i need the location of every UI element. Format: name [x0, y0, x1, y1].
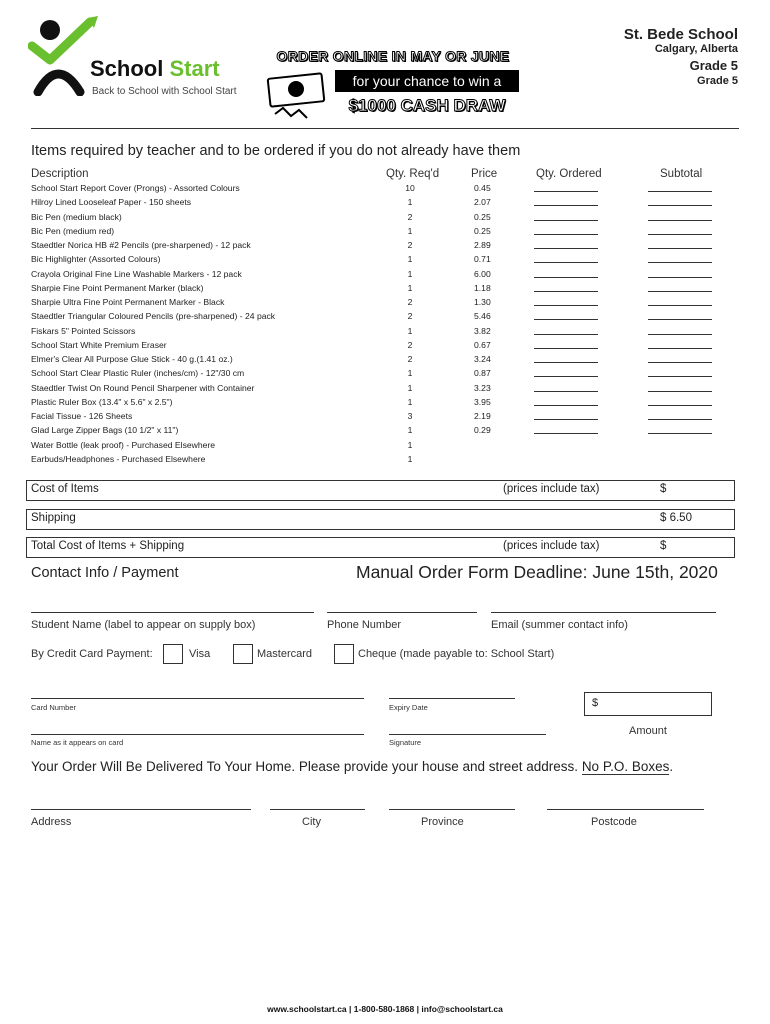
table-row: [0, 197, 770, 211]
footer-contact: www.schoolstart.ca | 1-800-580-1868 | info@schoolstart.ca: [267, 1004, 503, 1014]
visa-checkbox[interactable]: [163, 644, 183, 664]
shipping-value: $ 6.50: [660, 512, 692, 524]
subtotal-field[interactable]: [648, 291, 712, 292]
item-description: School Start White Premium Eraser: [31, 339, 167, 350]
header-subtotal: Subtotal: [660, 168, 703, 180]
item-price: 3.23: [474, 382, 491, 393]
subtotal-field[interactable]: [648, 191, 712, 192]
item-qty-required: 1: [407, 325, 413, 336]
signature-label: Signature: [389, 738, 422, 747]
item-description: Hilroy Lined Looseleaf Paper - 150 sheets: [31, 197, 192, 208]
table-row: [0, 354, 770, 368]
qty-ordered-field[interactable]: [534, 433, 598, 434]
item-price: 0.87: [474, 368, 491, 379]
qty-ordered-field[interactable]: [534, 419, 598, 420]
item-description: Staedtler Twist On Round Pencil Sharpener with Container: [31, 382, 255, 393]
item-qty-required: 1: [407, 282, 413, 293]
total-note: (prices include tax): [503, 540, 600, 552]
item-price: 2.07: [474, 197, 491, 208]
qty-ordered-field[interactable]: [534, 362, 598, 363]
student-name-label: Student Name (label to appear on supply box): [31, 619, 256, 631]
item-description: Crayola Original Fine Line Washable Markers - 12 pack: [31, 268, 242, 279]
item-description: Sharpie Fine Point Permanent Marker (black): [31, 282, 204, 293]
name-on-card-field[interactable]: [31, 734, 364, 735]
visa-label: Visa: [189, 648, 211, 660]
item-qty-required: 1: [407, 382, 413, 393]
item-qty-required: 1: [407, 197, 413, 208]
item-description: Sharpie Ultra Fine Point Permanent Marker - Black: [31, 297, 225, 307]
subtotal-field[interactable]: [648, 277, 712, 278]
subtotal-field[interactable]: [648, 220, 712, 221]
item-price: 1.30: [474, 297, 491, 307]
item-description: School Start Clear Plastic Ruler (inches/cm) - 12"/30 cm: [31, 368, 245, 379]
brand-tagline: Back to School with School Start: [92, 86, 237, 97]
phone-field[interactable]: [327, 612, 477, 613]
item-description: Staedtler Triangular Coloured Pencils (pre-sharpened) - 24 pack: [31, 311, 276, 322]
items-section-title: Items required by teacher and to be ordered if you do not already have them: [31, 143, 521, 159]
logo-figure-icon: [28, 16, 98, 96]
address-label: Address: [31, 816, 72, 828]
item-qty-required: 2: [407, 211, 413, 222]
item-qty-required: 1: [407, 368, 413, 379]
header-qty-ordered: Qty. Ordered: [536, 168, 602, 180]
item-description: Bic Pen (medium black): [31, 211, 122, 222]
item-price: 0.25: [474, 225, 491, 236]
table-row: [0, 454, 770, 468]
student-name-field[interactable]: [31, 612, 314, 613]
phone-label: Phone Number: [327, 619, 401, 631]
subtotal-field[interactable]: [648, 305, 712, 306]
item-qty-required: 2: [407, 297, 413, 307]
item-qty-required: 10: [405, 183, 415, 193]
contact-heading: Contact Info / Payment: [31, 565, 179, 581]
delivery-notice: [31, 759, 673, 774]
subtotal-field[interactable]: [648, 262, 712, 263]
delivery-notice-end: .: [669, 759, 674, 774]
item-price: 0.25: [474, 211, 491, 222]
qty-ordered-field[interactable]: [534, 191, 598, 192]
cost-of-items-label: Cost of Items: [31, 483, 99, 495]
subtotal-field[interactable]: [648, 348, 712, 349]
item-price: 3.24: [474, 354, 491, 364]
card-number-field[interactable]: [31, 698, 364, 699]
brand-name-part2: Start: [169, 56, 220, 81]
item-qty-required: 2: [407, 354, 413, 364]
credit-card-label: By Credit Card Payment:: [31, 648, 153, 660]
item-price: 3.82: [474, 325, 491, 336]
shipping-row: [26, 509, 735, 530]
qty-ordered-field[interactable]: [534, 376, 598, 377]
item-description: Water Bottle (leak proof) - Purchased Elsewhere: [31, 439, 216, 450]
qty-ordered-field[interactable]: [534, 291, 598, 292]
item-description: Staedtler Norica HB #2 Pencils (pre-sharpened) - 12 pack: [31, 240, 251, 250]
table-row: [0, 440, 770, 454]
mastercard-checkbox[interactable]: [233, 644, 253, 664]
item-description: Glad Large Zipper Bags (10 1/2" x 11"): [31, 425, 179, 436]
qty-ordered-field[interactable]: [534, 234, 598, 235]
qty-ordered-field[interactable]: [534, 305, 598, 306]
item-qty-required: 1: [407, 268, 413, 279]
item-qty-required: 2: [407, 311, 413, 322]
qty-ordered-field[interactable]: [534, 248, 598, 249]
item-description: Fiskars 5" Pointed Scissors: [31, 325, 136, 336]
item-description: School Start Report Cover (Prongs) - Assorted Colours: [31, 183, 240, 193]
postcode-field[interactable]: [547, 809, 704, 810]
subtotal-field[interactable]: [648, 334, 712, 335]
mastercard-label: Mastercard: [257, 648, 313, 660]
item-qty-required: 2: [407, 339, 413, 350]
item-description: Bic Pen (medium red): [31, 225, 115, 236]
item-qty-required: 1: [407, 425, 413, 436]
expiry-date-label: Expiry Date: [389, 703, 428, 712]
table-row: [0, 283, 770, 297]
qty-ordered-field[interactable]: [534, 262, 598, 263]
table-row: [0, 269, 770, 283]
item-price: 1.18: [474, 282, 491, 293]
delivery-notice-text: Your Order Will Be Delivered To Your Home. Please provide your house and street address.: [31, 759, 582, 774]
promo-banner: [265, 46, 520, 124]
item-price: 2.89: [474, 240, 491, 250]
qty-ordered-field[interactable]: [534, 277, 598, 278]
school-name: St. Bede School: [623, 26, 738, 43]
cash-icon: [265, 70, 331, 122]
amount-dollar-sign: $: [592, 697, 599, 709]
city-field[interactable]: [270, 809, 365, 810]
total-cost-value[interactable]: $: [660, 540, 667, 552]
item-description: Facial Tissue - 126 Sheets: [31, 411, 133, 421]
table-row: [0, 383, 770, 397]
item-qty-required: 3: [407, 411, 413, 421]
item-qty-required: 1: [407, 225, 413, 236]
table-row: [0, 226, 770, 240]
grade-secondary: Grade 5: [697, 75, 738, 87]
cheque-label: Cheque (made payable to: School Start): [358, 648, 555, 660]
item-description: Plastic Ruler Box (13.4" x 5.6" x 2.5"): [31, 396, 173, 407]
table-row: [0, 368, 770, 382]
table-row: [0, 340, 770, 354]
total-cost-row: [26, 537, 735, 558]
subtotal-field[interactable]: [648, 205, 712, 206]
table-row: [0, 212, 770, 226]
signature-field[interactable]: [389, 734, 546, 735]
qty-ordered-field[interactable]: [534, 348, 598, 349]
postcode-label: Postcode: [591, 816, 637, 828]
subtotal-field[interactable]: [648, 405, 712, 406]
email-field[interactable]: [491, 612, 716, 613]
item-price: 6.00: [474, 268, 491, 279]
subtotal-field[interactable]: [648, 433, 712, 434]
header-divider: [31, 128, 739, 129]
header-price: Price: [471, 168, 498, 180]
header-qty-required: Qty. Req'd: [386, 168, 440, 180]
qty-ordered-field[interactable]: [534, 405, 598, 406]
table-row: [0, 311, 770, 325]
subtotal-field[interactable]: [648, 319, 712, 320]
address-field[interactable]: [31, 809, 251, 810]
promo-line-2: for your chance to win a: [335, 70, 519, 92]
email-label: Email (summer contact info): [491, 619, 628, 631]
header-description: Description: [31, 168, 89, 180]
no-po-boxes-emphasis: No P.O. Boxes: [581, 759, 670, 774]
subtotal-field[interactable]: [648, 376, 712, 377]
expiry-date-field[interactable]: [389, 698, 515, 699]
name-on-card-label: Name as it appears on card: [31, 738, 124, 747]
qty-ordered-field[interactable]: [534, 220, 598, 221]
table-row: [0, 411, 770, 425]
cheque-checkbox[interactable]: [334, 644, 354, 664]
cost-note: (prices include tax): [503, 483, 600, 495]
table-row: [0, 326, 770, 340]
qty-ordered-field[interactable]: [534, 205, 598, 206]
cost-of-items-row: [26, 480, 735, 501]
deadline-heading: Manual Order Form Deadline: June 15th, 2020: [356, 562, 718, 582]
total-cost-label: Total Cost of Items + Shipping: [31, 540, 185, 552]
subtotal-field[interactable]: [648, 419, 712, 420]
subtotal-field[interactable]: [648, 362, 712, 363]
table-row: [0, 240, 770, 254]
table-row: [0, 254, 770, 268]
amount-field[interactable]: [584, 692, 712, 716]
item-price: 2.19: [474, 411, 491, 421]
table-row: [0, 397, 770, 411]
city-label: City: [302, 816, 321, 828]
brand-name: [90, 56, 220, 82]
item-description: Elmer's Clear All Purpose Glue Stick - 40 g.(1.41 oz.): [31, 354, 233, 364]
qty-ordered-field[interactable]: [534, 391, 598, 392]
item-qty-required: 1: [407, 254, 413, 265]
cost-of-items-value[interactable]: $: [660, 483, 667, 495]
item-description: Bic Highlighter (Assorted Colours): [31, 254, 161, 265]
subtotal-field[interactable]: [648, 391, 712, 392]
shipping-label: Shipping: [31, 512, 76, 524]
item-description: Earbuds/Headphones - Purchased Elsewhere: [31, 453, 206, 464]
promo-line-3: $1000 CASH DRAW: [348, 96, 506, 115]
item-price: 0.71: [474, 254, 491, 265]
item-price: 0.67: [474, 339, 491, 350]
amount-label: Amount: [629, 725, 667, 737]
item-qty-required: 1: [407, 453, 413, 464]
qty-ordered-field[interactable]: [534, 334, 598, 335]
table-row: [0, 297, 770, 311]
card-number-label: Card Number: [31, 703, 77, 712]
table-row: [0, 425, 770, 439]
province-field[interactable]: [389, 809, 515, 810]
subtotal-field[interactable]: [648, 248, 712, 249]
promo-line-1: ORDER ONLINE IN MAY OR JUNE: [276, 48, 510, 64]
qty-ordered-field[interactable]: [534, 319, 598, 320]
item-qty-required: 2: [407, 240, 413, 250]
brand-name-part1: School: [90, 56, 164, 81]
item-price: 5.46: [474, 311, 491, 322]
item-price: 0.45: [474, 183, 491, 193]
grade-primary: Grade 5: [689, 58, 738, 73]
table-row: [0, 183, 770, 197]
school-city: Calgary, Alberta: [654, 43, 738, 55]
province-label: Province: [421, 816, 464, 828]
item-price: 0.29: [474, 425, 491, 436]
item-price: 3.95: [474, 396, 491, 407]
item-qty-required: 1: [407, 396, 413, 407]
subtotal-field[interactable]: [648, 234, 712, 235]
item-qty-required: 1: [407, 439, 413, 450]
